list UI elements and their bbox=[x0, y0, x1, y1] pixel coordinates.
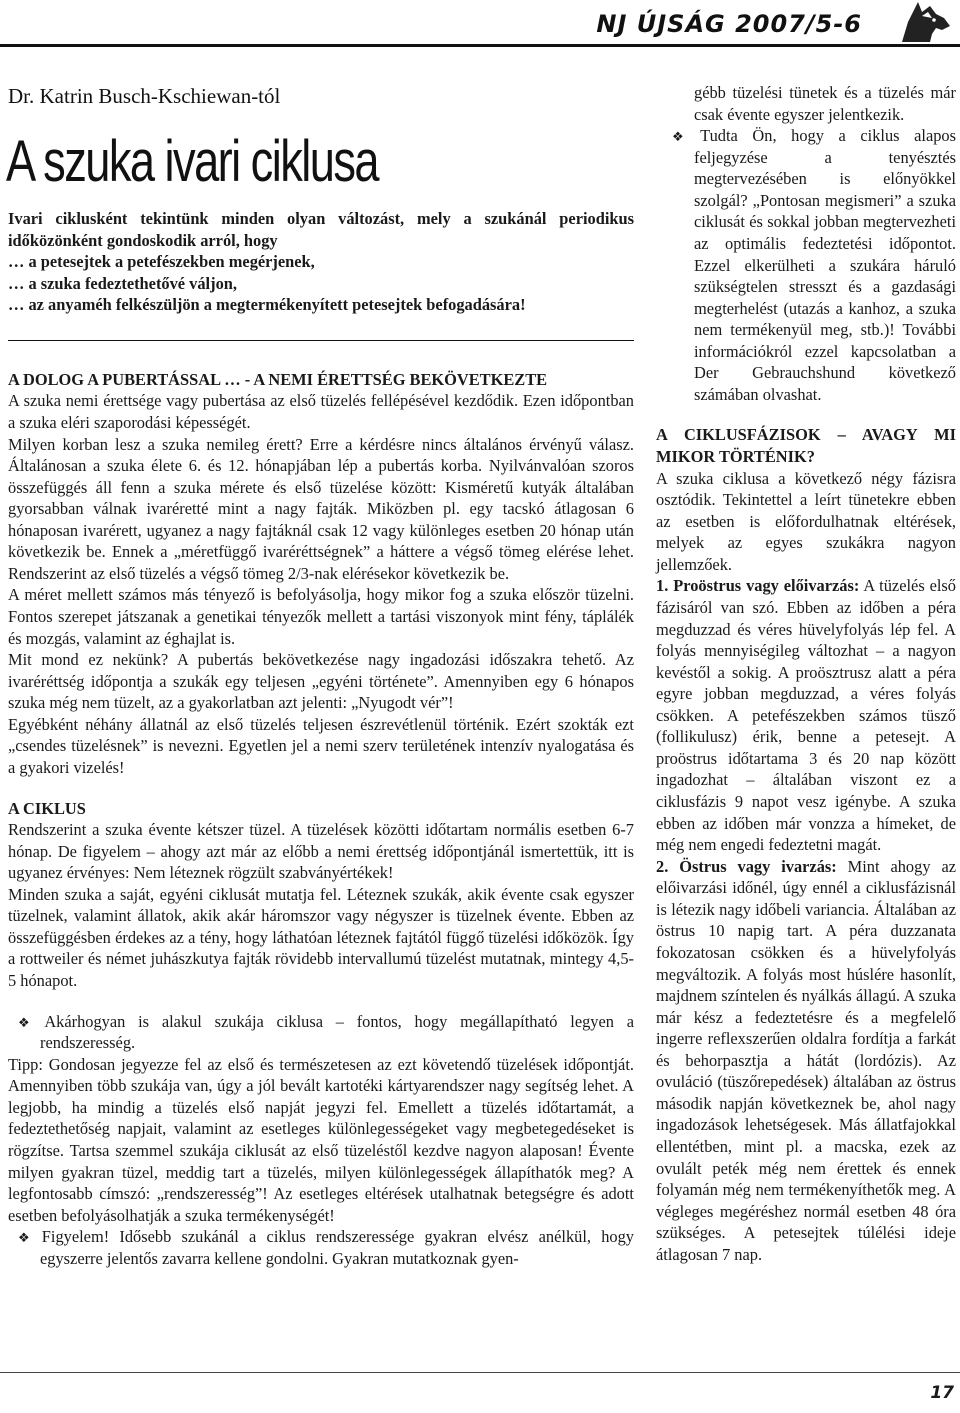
section-heading-phases: A CIKLUSFÁZISOK – AVAGY MI MIKOR TÖRTÉNIK? bbox=[656, 425, 956, 466]
diamond-bullet-icon: ❖ bbox=[18, 1015, 39, 1031]
phase-paragraph: 2. Östrus vagy ivarzás: Mint ahogy az előivarzási időnél, úgy ennél a ciklusfázisnál is létezik nagy időbeli variancia. Általában az östrus 10 napig tart. A péra duzzanata fokozatosan csökken és a hüvelyfolyás megváltozik. A folyás most húslére hasonlít, majdnem színtelen és nyálkás állagú. A szuka már kész a fedeztetésre és a megfelelő ingerre reflexszerűen oldalra fordítja a farkát és behorpasztja a hátát (lordózis). Az ovuláció (tüszőrepedések) általában az östrus második napján következnek be, ahol nagy ingadozások lehetségesek. Más állatfajokkal ellentétben, mint pl. a macska, ezek az ovulált peték még nem érettek és ennek folyamán még nem termékenyíthetők meg. A végleges megéréshez normál esetben 48 óra szükséges. A petesejtek túlélési ideje átlagosan 7 nap. bbox=[656, 856, 956, 1264]
article-title: A szuka ivari ciklusa bbox=[6, 129, 379, 194]
body-paragraph: Egyébként néhány állatnál az első tüzelés teljesen észrevétlenül történik. Ezért szokták ezt „csendes tüzelésnek” is nevezni. Egyetlen jel a nemi szerv területének intenzív nyalogatása és a gyakori vizelés! bbox=[8, 714, 634, 777]
body-paragraph: A méret mellett számos más tényező is befolyásolja, hogy mikor fog a szuka először tüzelni. Fontos szerepet játszanak a genetikai tényezők mellett a tartási viszonyok mint fény, táplálék és mozgás, valamint az éghajlat is. bbox=[8, 585, 634, 648]
diamond-bullet-icon: ❖ bbox=[672, 130, 695, 146]
phase-paragraph: 1. Proöstrus vagy előivarzás: A tüzelés első fázisáról van szó. Ebben az időben a péra megduzzad és véres hüvelyfolyás lép fel. A folyás mennyiségileg változhat – a nagyon kevéstől a sokig. A proösztrusz alatt a péra egyre jobban megduzzad, a véres folyás csökken. A petefészekben számos tüsző (follikulusz) érik, benne a petesejt. A proöstrus időtartama 3 és 20 nap között ingadozhat – általában viszont ez a ciklusfázis 9 napot vesz igénybe. A szuka ebben az időben már vonzza a hímeket, de még nem engedi fedeztetni magát. bbox=[656, 576, 957, 855]
footer-rule bbox=[0, 1372, 960, 1373]
intro-line: … a petesejtek a petefészekben megérjenek, bbox=[8, 252, 315, 272]
body-paragraph: Rendszerint a szuka évente kétszer tüzel. A tüzelések közötti időtartam normális esetben 6-7 hónap. De figyelem – ahogy azt már az előbb a nemi érettség időpontjánál ismertettük, itt is ugyanez érvényes: Nem léteznek rögzült szabványértékek! bbox=[8, 820, 634, 883]
right-column bbox=[656, 82, 956, 1265]
bullet-item: ❖ Akárhogyan is alakul szukája ciklusa – fontos, hogy megállapítható legyen a rendszeresség. bbox=[18, 1011, 634, 1053]
continuation-text: gébb tüzelési tünetek és a tüzelés már csak évente egyszer jelentkezik. bbox=[694, 83, 956, 124]
bullet-item: ❖ Figyelem! Idősebb szukánál a ciklus rendszeressége gyakran elvész anélkül, hogy egyszerre jelentős zavarra kellene gondolni. Gyakran mutatkoznak gyen- bbox=[18, 1227, 634, 1268]
body-paragraph: Milyen korban lesz a szuka nemileg érett? Erre a kérdésre nincs általános érvényű válasz. Általánosan a szuka élete 6. és 12. hónapjában lép a pubertás korba. Nyilvánvalóan szoros összefüggés áll fenn a szuka mérete és első tüzelése között: Kisméretű kutyák általában gyorsabban válnak ivaréretté mint a nagy fajták. Miközben pl. egy tacskó átlagosan 6 hónaposan ivarérett, ugyanez a nagy fajtáknál csak 12 vagy különleges esetben 20 hónap után következik be. Ennek a „méretfüggő ivaréréttségnek” a háttere a végső tömeg elérése lehet. Rendszerint az első tüzelés a végső tömeg 2/3-nak elérésekor következik be. bbox=[8, 434, 634, 583]
article-intro bbox=[8, 208, 634, 316]
header-rule bbox=[0, 44, 960, 47]
diamond-bullet-icon: ❖ bbox=[18, 1231, 36, 1247]
section-divider bbox=[8, 340, 634, 341]
body-paragraph: Mit mond ez nekünk? A pubertás bekövetkezése nagy ingadozási időszakra tehető. Az ivaréréttség időpontja a szukák egy teljesen „egyéni története”. Amennyiben egy 6 hónapos szuka még nem tüzelt, az a gyakorlatban azt jelenti: „Nyugodt vér”! bbox=[8, 650, 634, 713]
dog-head-icon bbox=[892, 0, 952, 44]
bullet-item: ❖ Tudta Ön, hogy a ciklus alapos feljegyzése a tenyésztés megtervezésében is előnyökkel szolgál? „Pontosan megismeri” a szuka ciklusát és sokkal jobban megtervezheti az optimális fedeztetési időpontot. Ezzel elkerülheti a szukára háruló szükségtelen stresszt és a gazdasági megterhelést (utazás a kanhoz, a szuka nem termékenyül meg, stb.)! További információkról ezzel kapcsolatban a Der Gebrauchshund következő számában olvashat. bbox=[672, 126, 956, 404]
page-number: 17 bbox=[930, 1383, 954, 1403]
masthead: NJ ÚJSÁG 2007/5-6 bbox=[596, 10, 862, 38]
article-author: Dr. Katrin Busch-Kschiewan-tól bbox=[8, 84, 281, 108]
body-paragraph: Minden szuka a saját, egyéni ciklusát mutatja fel. Léteznek szukák, akik évente csak egyszer tüzelnek, valamint állatok, akik akár háromszor vagy négyszer is tüzelnek évente. Ebben az összefüggésben érdekes az a tény, hogy láthatóan léteznek fajtától függő tüzelési időközök. Így a rottweiler és német juhászkutya fajták rövidebb intervallumú tüzelést mutatnak, mintegy 4,5-5 hónapot. bbox=[8, 884, 634, 990]
section-heading-puberty: A DOLOG A PUBERTÁSSAL … - A NEMI ÉRETTSÉG BEKÖVETKEZTE bbox=[8, 369, 548, 389]
body-paragraph: A szuka ciklusa a következő négy fázisra osztódik. Tekintettel a leírt tünetekre ebben az esetben is előfordulhatnak eltérések, melyek az egyes szukákra nagyon jellemzőek. bbox=[656, 468, 956, 574]
intro-line: … a szuka fedeztethetővé váljon, bbox=[8, 273, 237, 293]
intro-paragraph: Ivari ciklusként tekintünk minden olyan változást, mely a szukánál periodikus időközönként gondoskodik arról, hogy bbox=[8, 209, 634, 250]
intro-line: … az anyaméh felkészüljön a megtermékenyített petesejtek befogadására! bbox=[8, 295, 526, 315]
section-heading-cycle: A CIKLUS bbox=[8, 798, 86, 818]
body-paragraph: A szuka nemi érettsége vagy pubertása az első tüzelés fellépésével kezdődik. Ezen időpontban a szuka eléri szaporodási képességét. bbox=[8, 391, 634, 432]
tip-paragraph: Tipp: Gondosan jegyezze fel az első és természetesen az ezt követendő tüzelések időpontját. Amennyiben több szukája van, úgy a jól bevált kartotéki kártyarendszer nagy segítség lehet. A legjobb, ha mindig a tüzelés első napját jegyzi fel. Emellett a tüzelés időtartamát, a fedeztethetőség napjait, valamint az esetleges különlegességeket vagy megbetegedéseket is rögzítse. Tartsa szemmel szukája ciklusát az első tüzeléstől kezdve nagyon alaposan! Évente milyen gyakran tüzel, meddig tart a tüzelés, milyen különlegességek állapíthatók meg? A legfontosabb címszó: „rendszeresség”! Az esetleges eltérések utalhatnak betegségre és adott esetben befolyásolhatják a szuka termékenységét! bbox=[8, 1054, 634, 1225]
left-column bbox=[8, 208, 634, 1269]
